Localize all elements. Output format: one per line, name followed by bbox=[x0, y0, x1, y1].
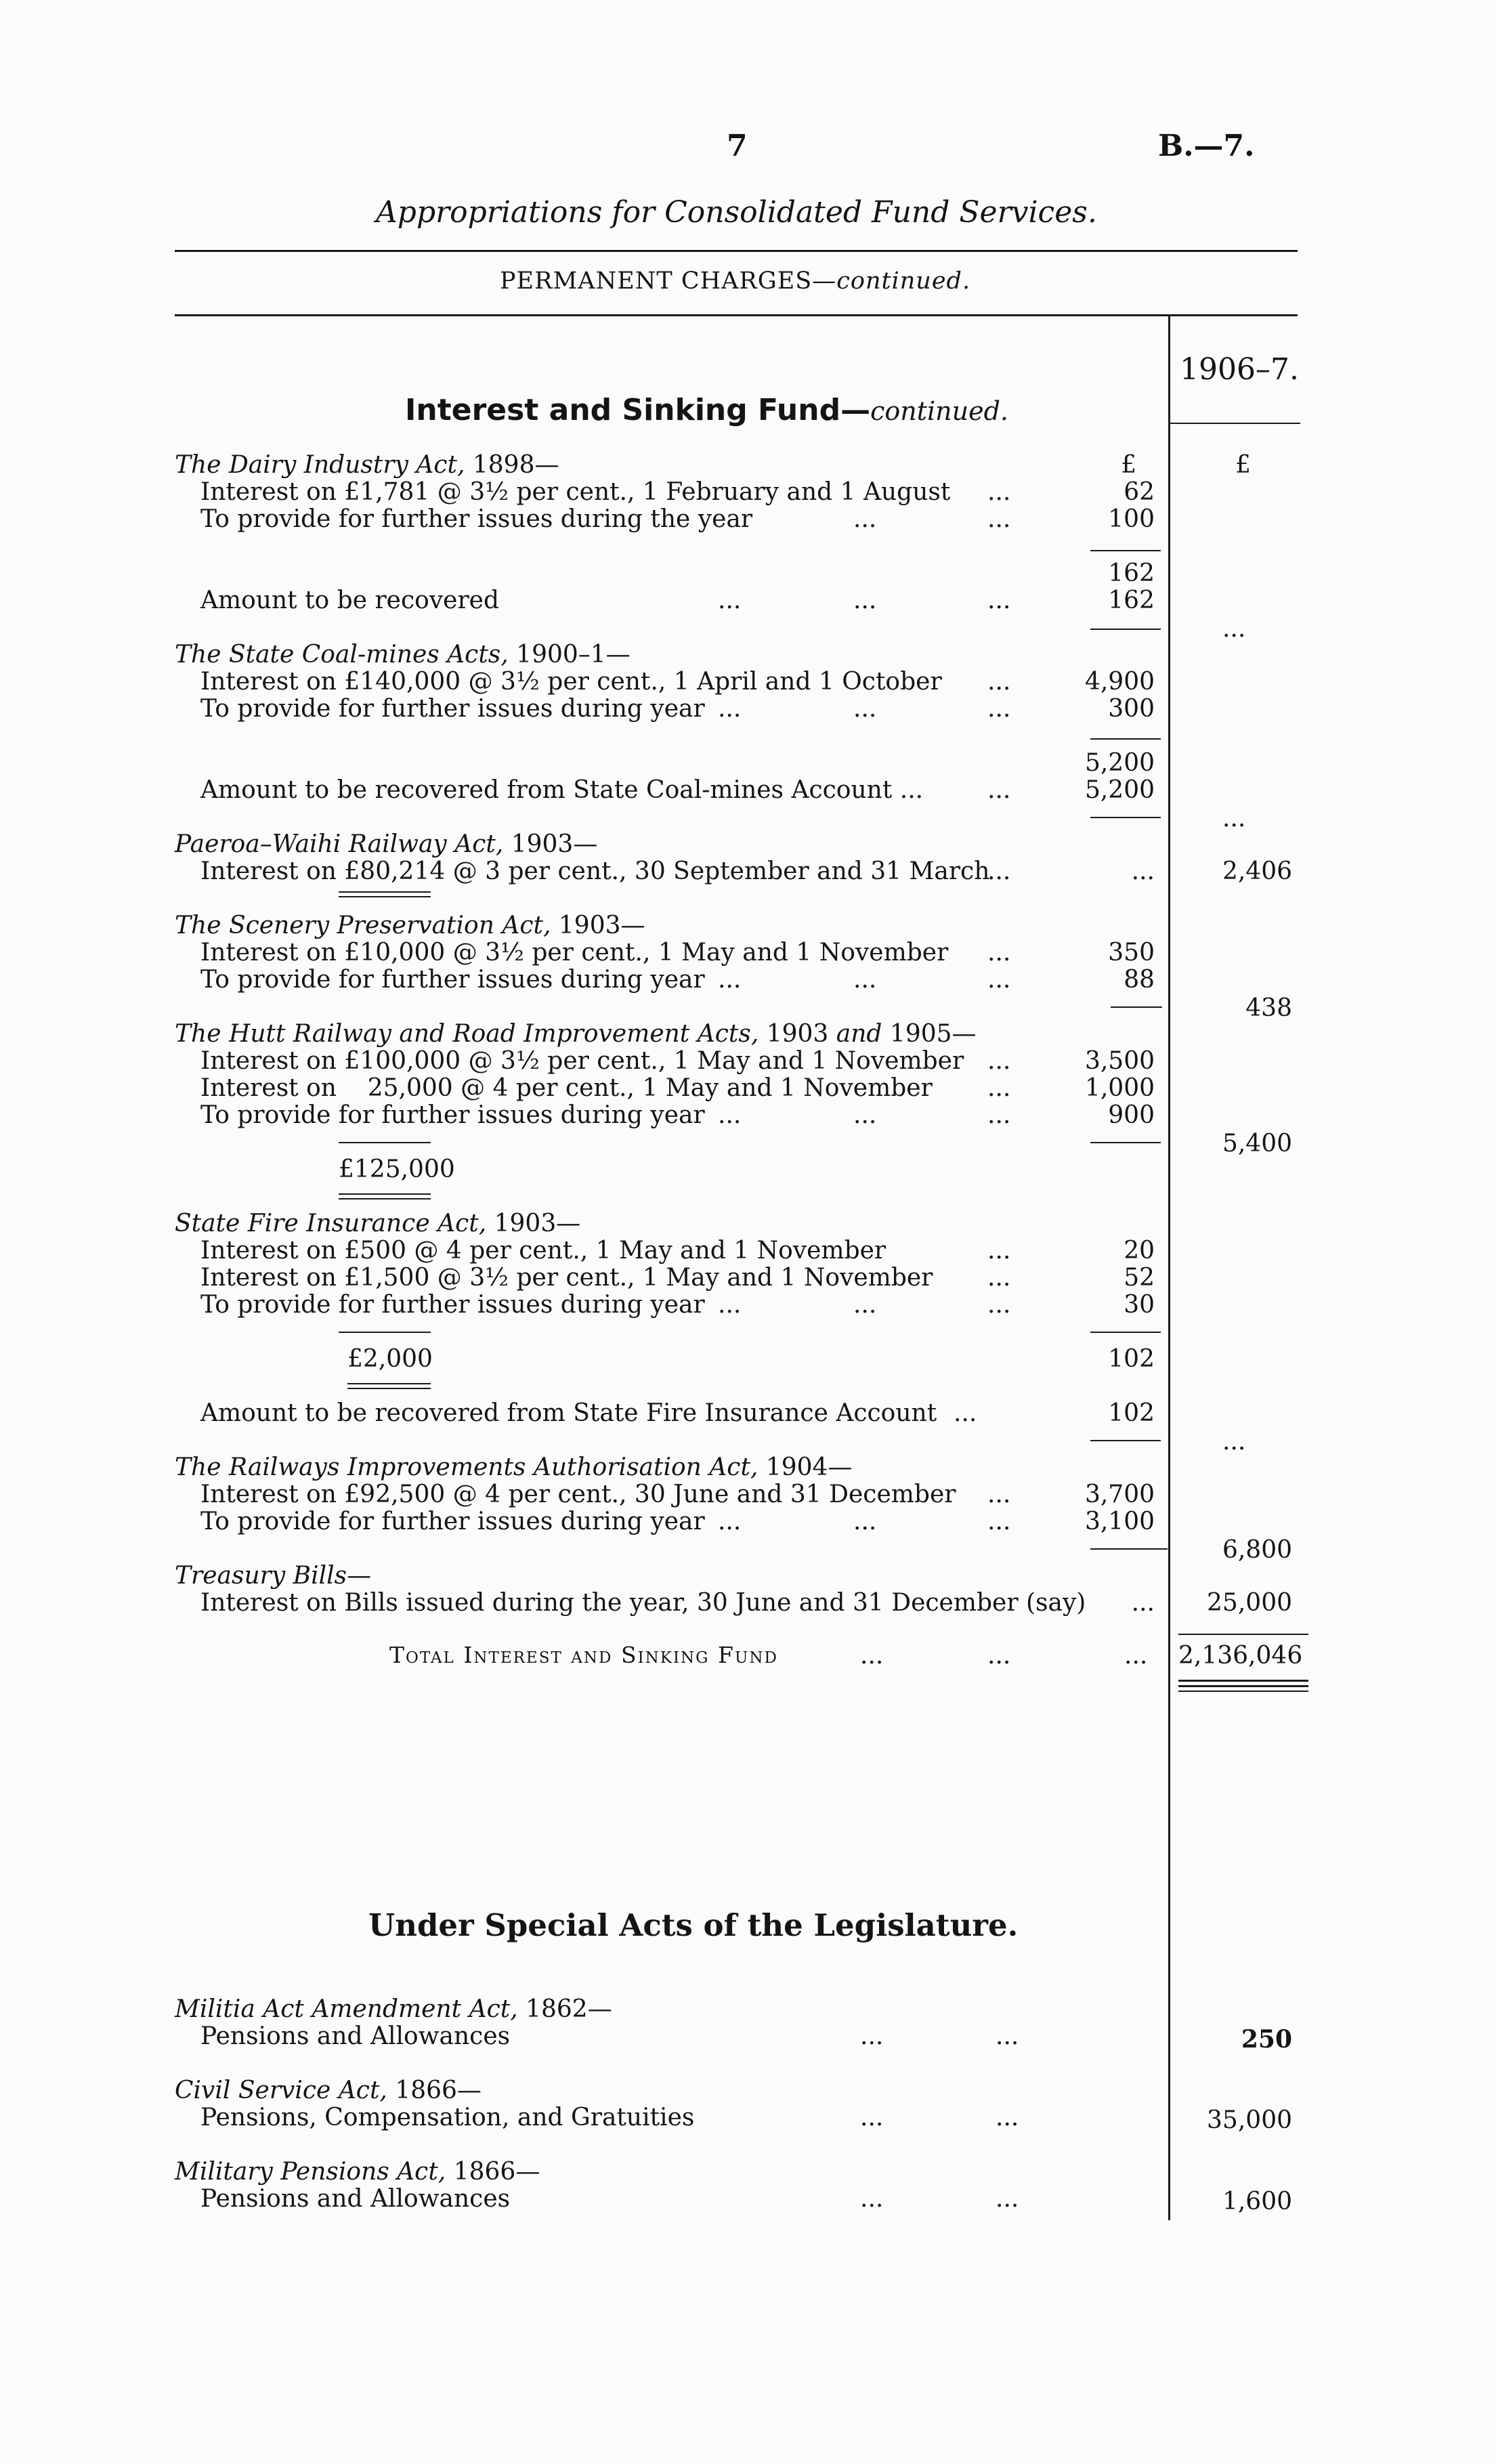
railways-line-1: Interest on £92,500 @ 4 per cent., 30 June and 31 December bbox=[200, 1481, 956, 1508]
leader-dots: ... bbox=[987, 1074, 1011, 1102]
fire-value-1: 20 bbox=[1124, 1237, 1155, 1265]
principal-double-rule bbox=[339, 891, 431, 893]
principal-double-rule bbox=[347, 1388, 431, 1389]
scenery-total: 438 bbox=[1245, 994, 1292, 1022]
year-column-header: 1906–7. bbox=[1180, 352, 1299, 387]
treasury-heading: Treasury Bills— bbox=[175, 1562, 372, 1590]
dairy-act-heading bbox=[175, 451, 559, 479]
civil-line-1: Pensions, Compensation, and Gratuities bbox=[200, 2104, 695, 2131]
leader-dots: ... bbox=[718, 587, 742, 614]
military-total: 1,600 bbox=[1222, 2188, 1292, 2215]
act-name: Paeroa–Waihi Railway Act, bbox=[175, 830, 504, 858]
leader-dots: ... bbox=[987, 1291, 1011, 1319]
grand-total-double-rule bbox=[1178, 1680, 1308, 1682]
leader-dots: ... bbox=[1124, 1642, 1148, 1670]
subtitle-main: PERMANENT CHARGES— bbox=[500, 268, 837, 295]
militia-total: 250 bbox=[1241, 2025, 1292, 2054]
leader-dots: ... bbox=[987, 939, 1011, 967]
leader-dots: ... bbox=[987, 857, 1011, 885]
paeroa-act-heading bbox=[175, 830, 597, 858]
dairy-line-1: Interest on £1,781 @ 3½ per cent., 1 February and 1 August bbox=[200, 478, 951, 506]
act-year: 1903— bbox=[551, 912, 645, 939]
coal-recover-value: 5,200 bbox=[1084, 776, 1155, 804]
title-rule bbox=[175, 250, 1298, 252]
fire-principal: £2,000 bbox=[347, 1345, 433, 1373]
page-title: Appropriations for Consolidated Fund Services. bbox=[376, 195, 1097, 230]
treasury-total: 25,000 bbox=[1207, 1589, 1292, 1617]
principal-rule bbox=[339, 1332, 431, 1333]
coal-total: ... bbox=[1222, 805, 1246, 832]
hutt-value-2: 1,000 bbox=[1084, 1074, 1155, 1102]
leader-dots: ... bbox=[987, 966, 1011, 994]
subtitle-continued: continued. bbox=[836, 268, 971, 295]
railways-value-2: 3,100 bbox=[1084, 1508, 1155, 1535]
leader-dots: ... bbox=[987, 668, 1011, 696]
dairy-value-1: 62 bbox=[1124, 478, 1155, 506]
leader-dots: ... bbox=[987, 1481, 1011, 1508]
subtitle-rule bbox=[175, 314, 1298, 316]
railways-total: 6,800 bbox=[1222, 1536, 1292, 1564]
grand-total-double-rule bbox=[1178, 1691, 1308, 1692]
act-name: The State Coal-mines Acts, bbox=[175, 641, 509, 668]
leader-dots: ... bbox=[860, 2022, 884, 2050]
coal-act-heading bbox=[175, 641, 631, 668]
leader-dots: ... bbox=[853, 1291, 877, 1319]
leader-dots: ... bbox=[853, 587, 877, 614]
act-name: Civil Service Act, bbox=[175, 2077, 387, 2104]
leader-dots: ... bbox=[987, 776, 1011, 804]
coal-value-2: 300 bbox=[1108, 695, 1155, 723]
leader-dots: ... bbox=[853, 1508, 877, 1535]
dairy-recover-label: Amount to be recovered bbox=[200, 587, 500, 614]
interest-title-main: Interest and Sinking Fund— bbox=[405, 393, 871, 427]
hutt-value-3: 900 bbox=[1108, 1101, 1155, 1129]
leader-dots: ... bbox=[860, 1642, 884, 1670]
dairy-total: ... bbox=[1222, 615, 1246, 643]
paeroa-total: 2,406 bbox=[1222, 857, 1292, 885]
document-reference: B.—7. bbox=[1158, 129, 1255, 163]
leader-dots: ... bbox=[853, 695, 877, 723]
leader-dots: ... bbox=[987, 1264, 1011, 1292]
civil-total: 35,000 bbox=[1207, 2106, 1292, 2134]
leader-dots: ... bbox=[987, 695, 1011, 723]
currency-symbol: £ bbox=[1121, 451, 1136, 479]
scenery-line-2: To provide for further issues during year bbox=[200, 966, 705, 994]
treasury-value-1: ... bbox=[1131, 1589, 1155, 1617]
grand-total-label: Total Interest and Sinking Fund bbox=[389, 1642, 778, 1668]
page-number: 7 bbox=[727, 129, 748, 163]
leader-dots: ... bbox=[996, 2185, 1019, 2213]
railways-line-2: To provide for further issues during year bbox=[200, 1508, 705, 1535]
act-name: The Dairy Industry Act, bbox=[175, 451, 465, 479]
military-line-1: Pensions and Allowances bbox=[200, 2185, 511, 2213]
principal-double-rule bbox=[339, 1198, 431, 1199]
leader-dots: ... bbox=[718, 1291, 742, 1319]
subtotal-rule bbox=[1090, 1548, 1168, 1550]
hutt-line-1: Interest on £100,000 @ 3½ per cent., 1 May and 1 November bbox=[200, 1047, 964, 1075]
fire-total: ... bbox=[1222, 1428, 1246, 1456]
fire-line-2: Interest on £1,500 @ 3½ per cent., 1 May and 1 November bbox=[200, 1264, 933, 1292]
act-year: 1903 bbox=[758, 1020, 836, 1048]
hutt-principal: £125,000 bbox=[339, 1155, 455, 1183]
interest-section-title bbox=[405, 393, 1008, 427]
scenery-value-2: 88 bbox=[1124, 966, 1155, 994]
scenery-line-1: Interest on £10,000 @ 3½ per cent., 1 May and 1 November bbox=[200, 939, 949, 967]
subtotal-rule bbox=[1090, 1142, 1161, 1143]
hutt-total: 5,400 bbox=[1222, 1130, 1292, 1157]
coal-line-1: Interest on £140,000 @ 3½ per cent., 1 April and 1 October bbox=[200, 668, 942, 696]
coal-value-1: 4,900 bbox=[1084, 668, 1155, 696]
act-year: 1866— bbox=[446, 2158, 540, 2186]
subtotal-rule bbox=[1111, 1006, 1162, 1008]
dairy-value-2: 100 bbox=[1108, 505, 1155, 533]
dairy-line-2: To provide for further issues during the year bbox=[200, 505, 753, 533]
act-name: The Railways Improvements Authorisation Act, bbox=[175, 1453, 758, 1481]
grand-total-value: 2,136,046 bbox=[1178, 1642, 1303, 1670]
act-year: 1900–1— bbox=[508, 641, 631, 668]
leader-dots: ... bbox=[987, 1237, 1011, 1265]
fire-recover-value: 102 bbox=[1108, 1399, 1155, 1427]
leader-dots: ... bbox=[860, 2104, 884, 2131]
treasury-line-1: Interest on Bills issued during the year, 30 June and 31 December (say) bbox=[200, 1589, 1086, 1617]
scenery-act-heading bbox=[175, 912, 645, 939]
militia-line-1: Pensions and Allowances bbox=[200, 2022, 511, 2050]
coal-line-2: To provide for further issues during year bbox=[200, 695, 705, 723]
act-name: The Hutt Railway and Road Improvement Acts, bbox=[175, 1020, 759, 1048]
special-acts-title: Under Special Acts of the Legislature. bbox=[368, 1907, 1019, 1943]
leader-dots: ... bbox=[718, 1101, 742, 1129]
fire-line-1: Interest on £500 @ 4 per cent., 1 May and 1 November bbox=[200, 1237, 886, 1265]
act-year: 1866— bbox=[387, 2077, 482, 2104]
year-header-rule bbox=[1170, 423, 1300, 424]
leader-dots: ... bbox=[718, 966, 742, 994]
military-act-heading bbox=[175, 2158, 540, 2186]
scenery-value-1: 350 bbox=[1108, 939, 1155, 967]
leader-dots: ... bbox=[718, 1508, 742, 1535]
column-divider bbox=[1168, 316, 1170, 2220]
dairy-recover-value: 162 bbox=[1108, 587, 1155, 614]
railways-act-heading bbox=[175, 1453, 852, 1481]
subtotal-rule bbox=[1090, 550, 1161, 551]
leader-dots: ... bbox=[853, 966, 877, 994]
railways-value-1: 3,700 bbox=[1084, 1481, 1155, 1508]
leader-dots: ... bbox=[987, 587, 1011, 614]
leader-dots: ... bbox=[996, 2022, 1019, 2050]
leader-dots: ... bbox=[853, 1101, 877, 1129]
leader-dots: ... bbox=[987, 1047, 1011, 1075]
act-name: State Fire Insurance Act, bbox=[175, 1210, 487, 1237]
leader-dots: ... bbox=[860, 2185, 884, 2213]
leader-dots: ... bbox=[987, 1101, 1011, 1129]
paeroa-value-1: ... bbox=[1131, 857, 1155, 885]
leader-dots: ... bbox=[987, 1642, 1011, 1670]
leader-dots: ... bbox=[987, 478, 1011, 506]
subtotal-rule bbox=[1090, 1332, 1161, 1333]
leader-dots: ... bbox=[987, 505, 1011, 533]
subtotal-rule bbox=[1090, 629, 1161, 630]
paeroa-line-1: Interest on £80,214 @ 3 per cent., 30 September and 31 March bbox=[200, 857, 990, 885]
act-year: 1903— bbox=[486, 1210, 581, 1237]
coal-recover-label: Amount to be recovered from State Coal-mines Account ... bbox=[200, 776, 924, 804]
principal-double-rule bbox=[339, 896, 431, 897]
grand-total-top-rule bbox=[1178, 1634, 1308, 1635]
act-year: 1904— bbox=[758, 1453, 853, 1481]
interest-title-continued: continued. bbox=[870, 396, 1008, 426]
principal-double-rule bbox=[339, 1193, 431, 1195]
hutt-value-1: 3,500 bbox=[1084, 1047, 1155, 1075]
principal-double-rule bbox=[347, 1383, 431, 1384]
fire-value-2: 52 bbox=[1124, 1264, 1155, 1292]
act-name: Militia Act Amendment Act, bbox=[175, 1995, 518, 2023]
act-year: 1862— bbox=[517, 1995, 612, 2023]
leader-dots: ... bbox=[718, 695, 742, 723]
coal-subtotal: 5,200 bbox=[1084, 749, 1155, 777]
leader-dots: ... bbox=[996, 2104, 1019, 2131]
militia-act-heading bbox=[175, 1995, 612, 2023]
act-year: 1898— bbox=[465, 451, 559, 479]
subtotal-rule bbox=[1090, 738, 1161, 740]
civil-act-heading bbox=[175, 2077, 482, 2104]
dairy-subtotal: 162 bbox=[1108, 559, 1155, 587]
currency-symbol: £ bbox=[1235, 451, 1251, 479]
act-year-2: 1905— bbox=[882, 1020, 977, 1048]
leader-dots: ... bbox=[853, 505, 877, 533]
act-conjunction: and bbox=[836, 1020, 882, 1048]
fire-act-heading bbox=[175, 1210, 580, 1237]
act-year: 1903— bbox=[503, 830, 598, 858]
fire-value-3: 30 bbox=[1124, 1291, 1155, 1319]
subtotal-rule bbox=[1090, 1440, 1161, 1441]
hutt-line-2: Interest on 25,000 @ 4 per cent., 1 May and 1 November bbox=[200, 1074, 933, 1102]
leader-dots: ... bbox=[954, 1399, 977, 1427]
leader-dots: ... bbox=[987, 1508, 1011, 1535]
fire-line-3: To provide for further issues during year bbox=[200, 1291, 705, 1319]
hutt-line-3: To provide for further issues during year bbox=[200, 1101, 705, 1129]
principal-rule bbox=[339, 1142, 431, 1143]
act-name: The Scenery Preservation Act, bbox=[175, 912, 551, 939]
fire-recover-label: Amount to be recovered from State Fire Insurance Account bbox=[200, 1399, 937, 1427]
subtotal-rule bbox=[1090, 817, 1161, 818]
hutt-act-heading bbox=[175, 1020, 977, 1048]
section-subtitle bbox=[500, 268, 970, 295]
fire-subtotal: 102 bbox=[1108, 1345, 1155, 1373]
act-name: Military Pensions Act, bbox=[175, 2158, 446, 2186]
grand-total-double-rule bbox=[1178, 1685, 1308, 1687]
